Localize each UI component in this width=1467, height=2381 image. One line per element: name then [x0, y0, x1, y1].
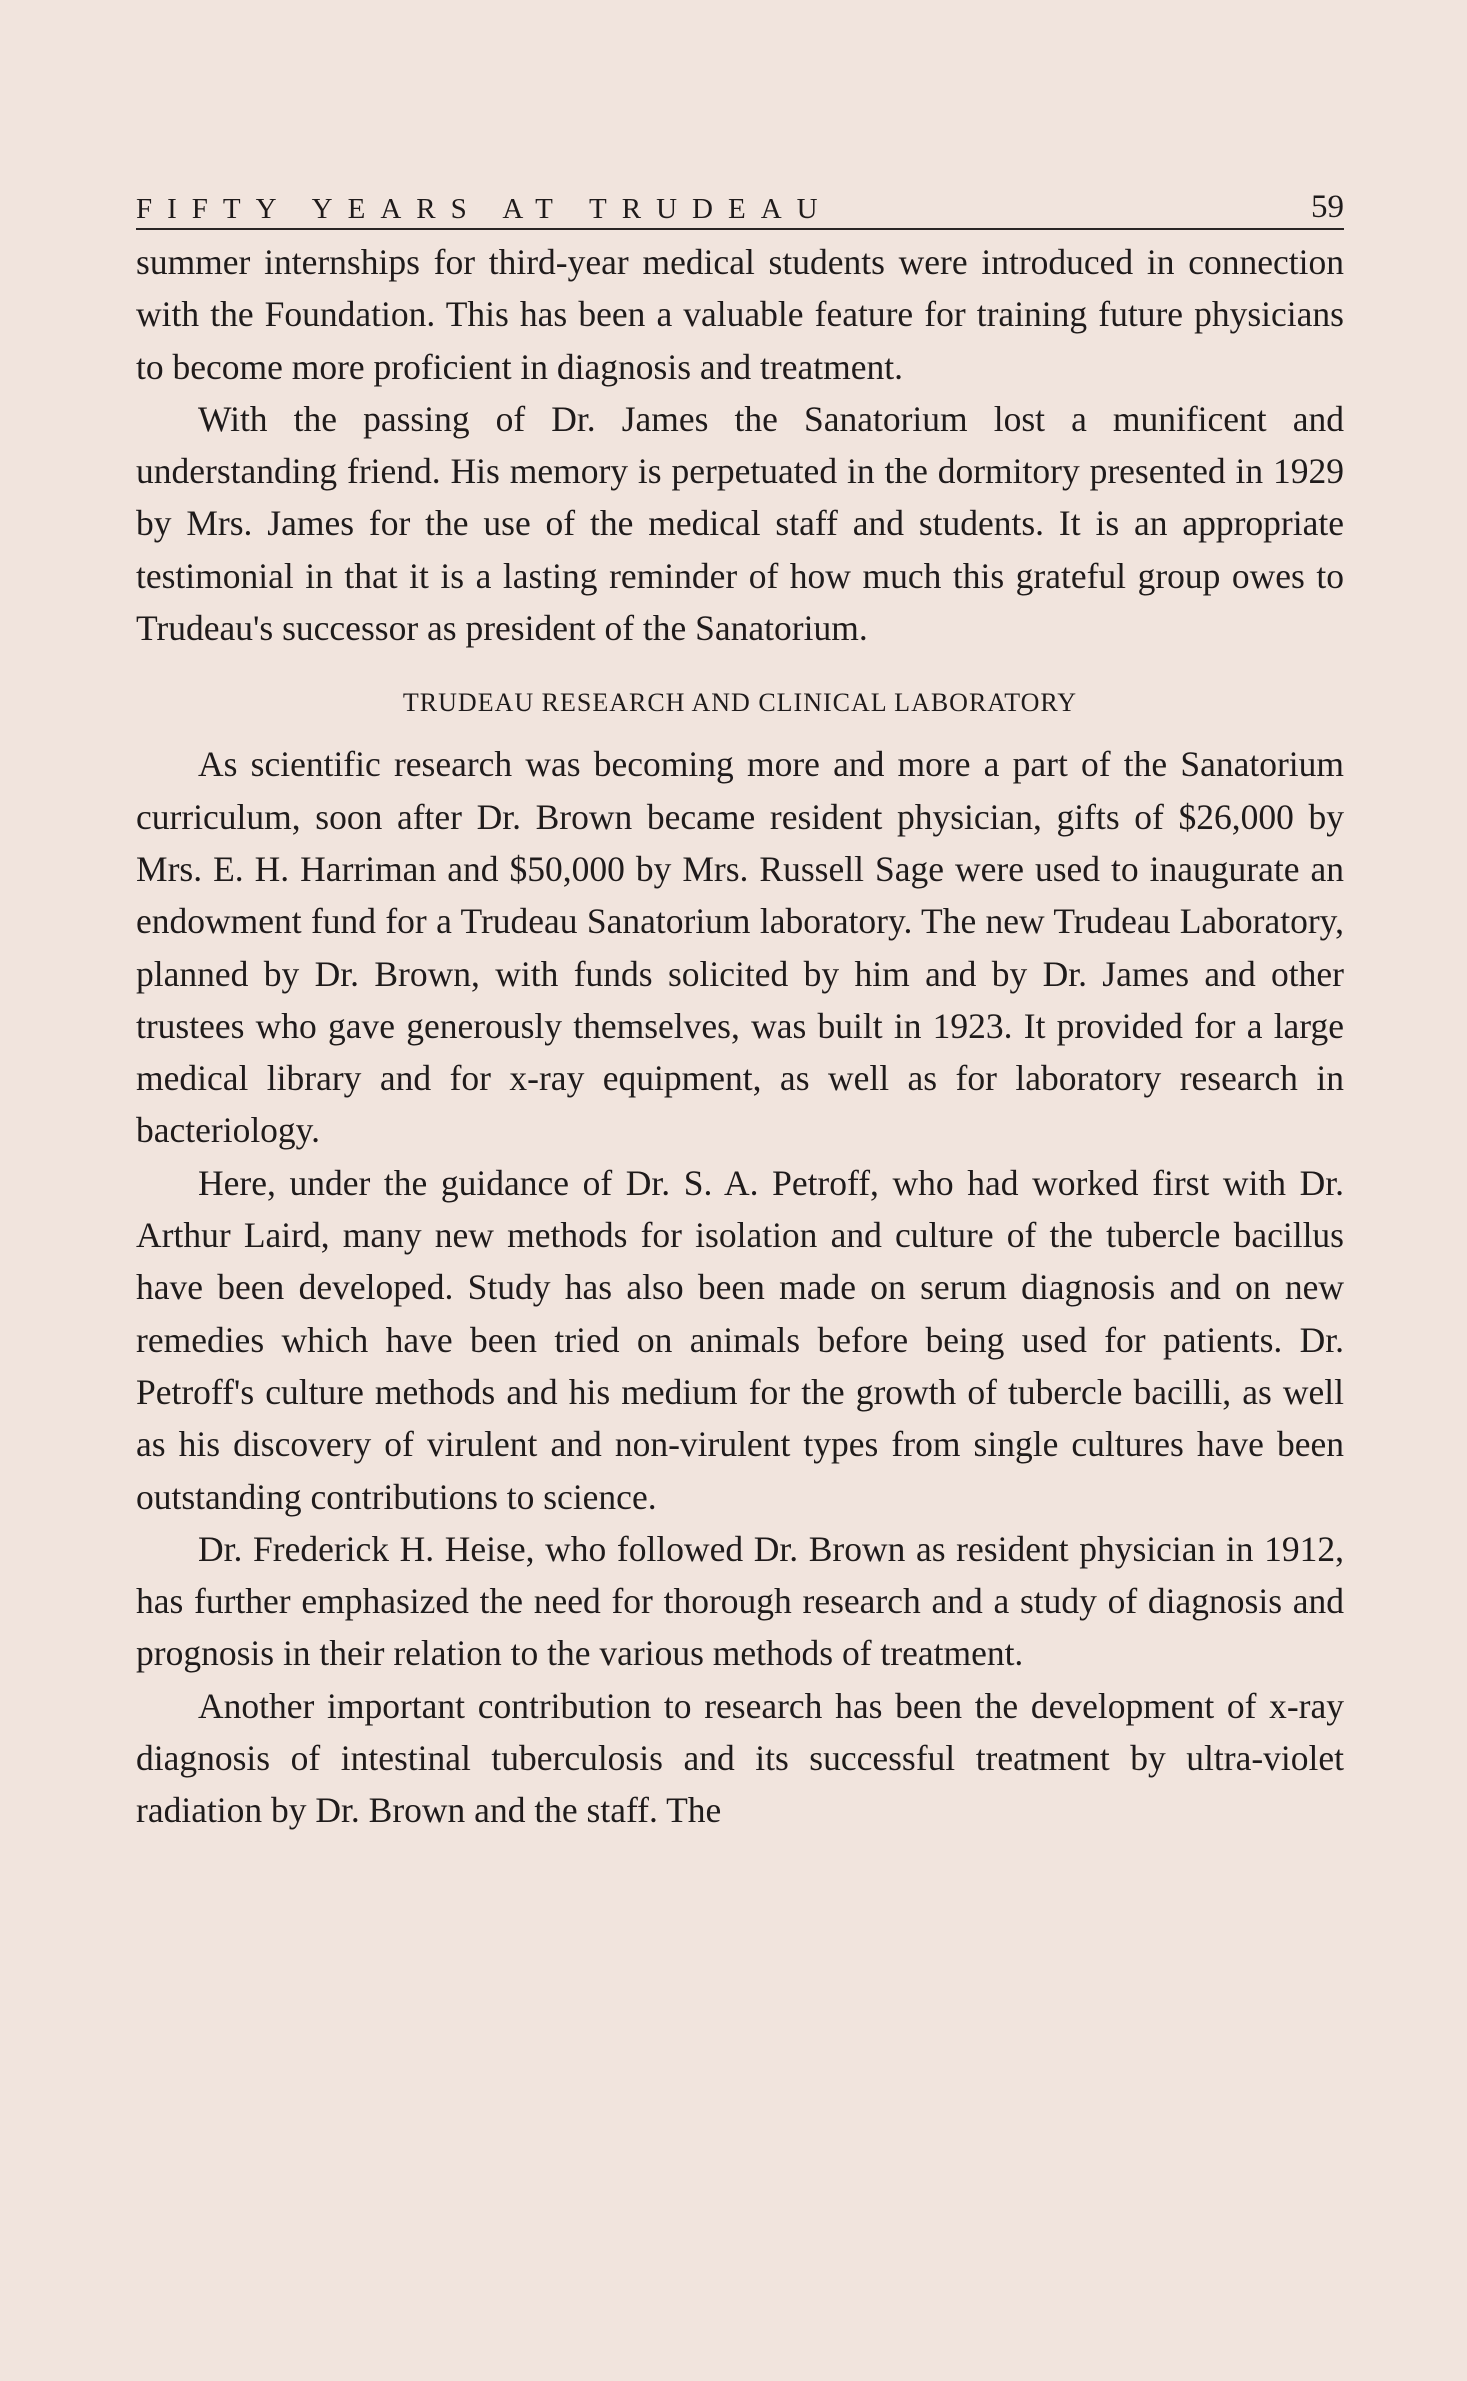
book-page — [136, 180, 1344, 1837]
paragraph: As scientific research was becoming more and more a part of the Sanatorium curriculum, soon after Dr. Brown became resident physician, gifts of $26,000 by Mrs. E. H. Harriman and $50,000 by Mrs. Russell Sage were used to inaugurate an endowment fund for a Trudeau Sanatorium laboratory. The new Trudeau Laboratory, planned by Dr. Brown, with funds solicited by him and by Dr. James and other trustees who gave generously themselves, was built in 1923. It provided for a large medical library and for x-ray equipment, as well as for laboratory research in bacteriology. — [136, 744, 1344, 1151]
section-heading: TRUDEAU RESEARCH AND CLINICAL LABORATORY — [402, 688, 1078, 718]
body-text — [136, 236, 1344, 1837]
paragraph: With the passing of Dr. James the Sanatorium lost a munificent and understanding friend. His memory is perpetuated in the dormitory presented in 1929 by Mrs. James for the use of the medical staff and students. It is an appropriate testimonial in that it is a lasting reminder of how much this grateful group owes to Trudeau's successor as president of the Sanatorium. — [136, 398, 1344, 649]
paragraph: Here, under the guidance of Dr. S. A. Petroff, who had worked first with Dr. Arthur Laird, many new methods for isolation and culture of the tubercle bacillus have been developed. Study has also been made on serum diagnosis and on new remedies which have been tried on animals before being used for patients. Dr. Petroff's culture methods and his medium for the growth of tubercle bacilli, as well as his discovery of virulent and non-virulent types from single cultures have been outstanding contributions to science. — [136, 1162, 1344, 1517]
running-head-title: FIFTY YEARS AT TRUDEAU — [136, 193, 833, 225]
running-head — [136, 180, 1344, 230]
paragraph: Dr. Frederick H. Heise, who followed Dr. Brown as resident physician in 1912, has further emphasized the need for thorough research and a study of diagnosis and prognosis in their relation to the various methods of treatment. — [136, 1528, 1344, 1674]
paragraph: Another important contribution to research has been the development of x-ray diagnosis of intestinal tuberculosis and its successful treatment by ultra-violet radiation by Dr. Brown and the staff. The — [136, 1685, 1344, 1831]
paragraph-continued: summer internships for third-year medical students were introduced in connection with the Foundation. This has been a valuable feature for training future physicians to become more proficient in diagnosis and treatment. — [136, 242, 1344, 387]
page-number: 59 — [1311, 189, 1344, 225]
